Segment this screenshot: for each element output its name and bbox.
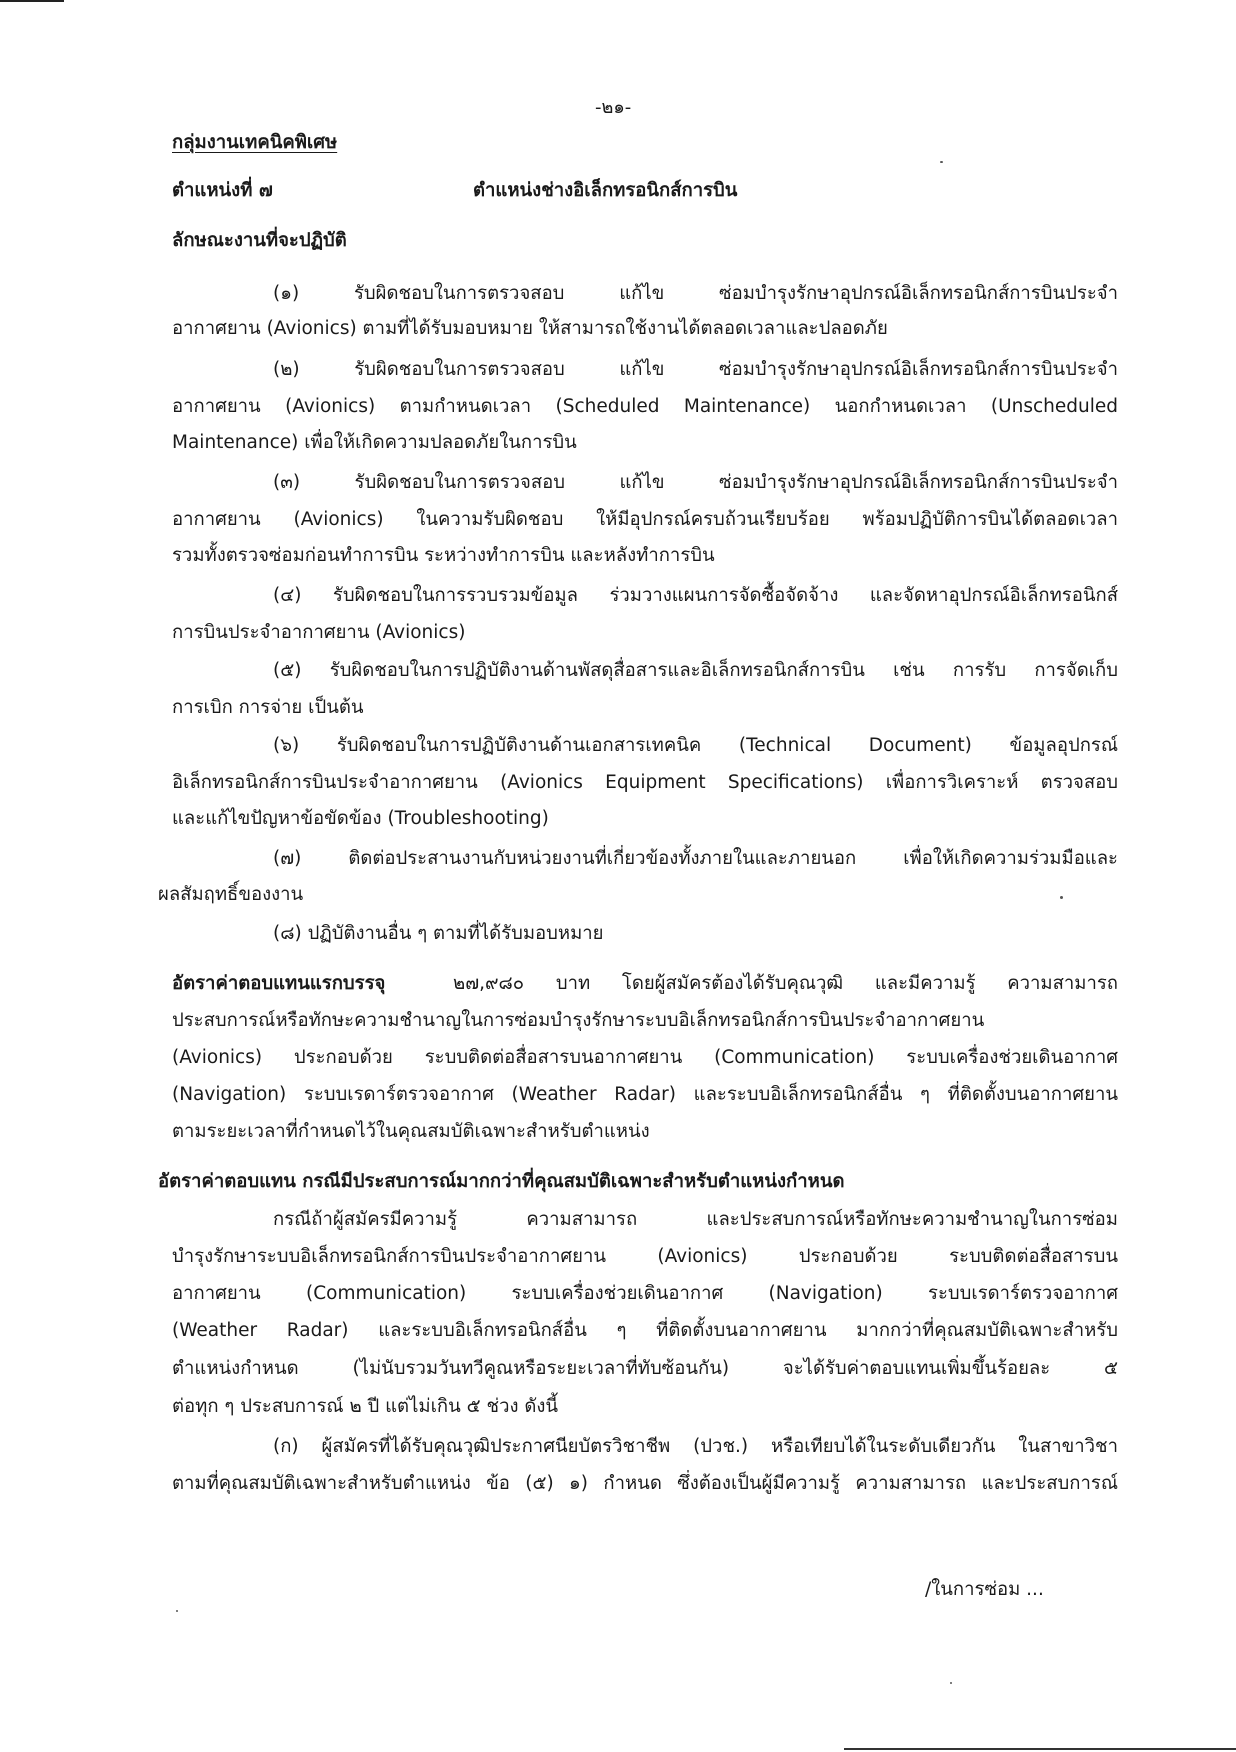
position-number: ตำแหน่งที่ ๗	[172, 180, 273, 201]
duty-item: (๓) รับผิดชอบในการตรวจสอบ แก้ไข ซ่อมบำรุงรักษาอุปกรณ์อิเล็กทรอนิกส์การบินประจำ	[273, 472, 1118, 493]
duty-item: (๒) รับผิดชอบในการตรวจสอบ แก้ไข ซ่อมบำรุงรักษาอุปกรณ์อิเล็กทรอนิกส์การบินประจำ	[273, 359, 1118, 380]
duty-item-cont: รวมทั้งตรวจซ่อมก่อนทำการบิน ระหว่างทำการบิน และหลังทำการบิน	[172, 545, 715, 566]
scan-edge-mark	[844, 1748, 1236, 1750]
experience-text: อากาศยาน (Communication) ระบบเครื่องช่วยเดินอากาศ (Navigation) ระบบเรดาร์ตรวจอากาศ	[172, 1283, 1118, 1304]
duty-item-cont: อากาศยาน (Avionics) ตามกำหนดเวลา (Scheduled Maintenance) นอกกำหนดเวลา (Unscheduled	[172, 396, 1118, 417]
duty-item: (๕) รับผิดชอบในการปฏิบัติงานด้านพัสดุสื่อสารและอิเล็กทรอนิกส์การบิน เช่น การรับ การจัดเก็บ	[273, 660, 1118, 681]
experience-text: ตำแหน่งกำหนด (ไม่นับรวมวันทวีคูณหรือระยะเวลาที่ทับซ้อนกัน) จะได้รับค่าตอบแทนเพิ่มขึ้นร้อยละ ๕	[172, 1358, 1118, 1379]
duty-item: (๑) รับผิดชอบในการตรวจสอบ แก้ไข ซ่อมบำรุงรักษาอุปกรณ์อิเล็กทรอนิกส์การบินประจำ	[273, 283, 1118, 304]
scan-edge-mark	[0, 0, 64, 2]
duty-item: (๔) รับผิดชอบในการรวบรวมข้อมูล ร่วมวางแผนการจัดซื้อจัดจ้าง และจัดหาอุปกรณ์อิเล็กทรอนิกส์	[273, 585, 1118, 606]
experience-text: ต่อทุก ๆ ประสบการณ์ ๒ ปี แต่ไม่เกิน ๕ ช่วง ดังนี้	[172, 1396, 559, 1417]
duty-item-cont: อากาศยาน (Avionics) ในความรับผิดชอบ ให้มีอุปกรณ์ครบถ้วนเรียบร้อย พร้อมปฏิบัติการบินได้ตลอดเวลา	[172, 509, 1118, 530]
salary-text: (Navigation) ระบบเรดาร์ตรวจอากาศ (Weather Radar) และระบบอิเล็กทรอนิกส์อื่น ๆ ที่ติดตั้งบนอากาศยาน	[172, 1084, 1118, 1105]
duty-item: (๘) ปฏิบัติงานอื่น ๆ ตามที่ได้รับมอบหมาย	[273, 923, 604, 944]
salary-text: ตามระยะเวลาที่กำหนดไว้ในคุณสมบัติเฉพาะสำหรับตำแหน่ง	[172, 1121, 650, 1142]
scan-speck	[940, 161, 943, 163]
continuation-note: /ในการซ่อม ...	[925, 1579, 1044, 1600]
scan-speck	[950, 1682, 952, 1684]
duty-item-cont: อิเล็กทรอนิกส์การบินประจำอากาศยาน (Avionics Equipment Specifications) เพื่อการวิเคราะห์ ตรวจสอบ	[172, 772, 1118, 793]
duty-item-cont: อากาศยาน (Avionics) ตามที่ได้รับมอบหมาย ให้สามารถใช้งานได้ตลอดเวลาและปลอดภัย	[172, 318, 888, 339]
salary-text: ๒๗,๙๘๐ บาท โดยผู้สมัครต้องได้รับคุณวุฒิ และมีความรู้ ความสามารถ	[453, 973, 1118, 994]
duty-item-cont: การบินประจำอากาศยาน (Avionics)	[172, 622, 466, 643]
duty-item: (๖) รับผิดชอบในการปฏิบัติงานด้านเอกสารเทคนิค (Technical Document) ข้อมูลอุปกรณ์	[273, 735, 1118, 756]
experience-text: ตามที่คุณสมบัติเฉพาะสำหรับตำแหน่ง ข้อ (๕) ๑) กำหนด ซึ่งต้องเป็นผู้มีความรู้ ความสามารถ และประสบการณ์	[172, 1473, 1118, 1494]
experience-item: (ก) ผู้สมัครที่ได้รับคุณวุฒิประกาศนียบัตรวิชาชีพ (ปวช.) หรือเทียบได้ในระดับเดียวกัน ในสาขาวิชา	[273, 1436, 1118, 1457]
duty-item-cont: และแก้ไขปัญหาข้อขัดข้อง (Troubleshooting)	[172, 808, 549, 829]
duty-item-cont: ผลสัมฤทธิ์ของงาน	[158, 884, 304, 905]
experience-heading: อัตราค่าตอบแทน กรณีมีประสบการณ์มากกว่าที่คุณสมบัติเฉพาะสำหรับตำแหน่งกำหนด	[158, 1171, 845, 1192]
experience-text: กรณีถ้าผู้สมัครมีความรู้ ความสามารถ และประสบการณ์หรือทักษะความชำนาญในการซ่อม	[273, 1209, 1118, 1230]
duty-item-cont: การเบิก การจ่าย เป็นต้น	[172, 697, 364, 718]
experience-text: บำรุงรักษาระบบอิเล็กทรอนิกส์การบินประจำอากาศยาน (Avionics) ประกอบด้วย ระบบติดต่อสื่อสารบน	[172, 1246, 1118, 1267]
salary-text: (Avionics) ประกอบด้วย ระบบติดต่อสื่อสารบนอากาศยาน (Communication) ระบบเครื่องช่วยเดินอากาศ	[172, 1047, 1118, 1068]
group-heading: กลุ่มงานเทคนิคพิเศษ	[172, 132, 338, 153]
duties-heading: ลักษณะงานที่จะปฏิบัติ	[172, 230, 347, 251]
duty-item-cont: Maintenance) เพื่อให้เกิดความปลอดภัยในการบิน	[172, 432, 577, 453]
duty-item: (๗) ติดต่อประสานงานกับหน่วยงานที่เกี่ยวข้องทั้งภายในและภายนอก เพื่อให้เกิดความร่วมมือและ	[273, 848, 1118, 869]
position-title: ตำแหน่งช่างอิเล็กทรอนิกส์การบิน	[473, 180, 738, 201]
salary-heading: อัตราค่าตอบแทนแรกบรรจุ	[172, 973, 386, 994]
page-number: -๒๑-	[595, 97, 632, 118]
salary-text: ประสบการณ์หรือทักษะความชำนาญในการซ่อมบำรุงรักษาระบบอิเล็กทรอนิกส์การบินประจำอากาศยาน	[172, 1010, 985, 1031]
scan-speck	[1060, 896, 1063, 899]
experience-text: (Weather Radar) และระบบอิเล็กทรอนิกส์อื่น ๆ ที่ติดตั้งบนอากาศยาน มากกว่าที่คุณสมบัติเฉพาะสำหรับ	[172, 1320, 1118, 1341]
scan-speck	[176, 1610, 178, 1612]
